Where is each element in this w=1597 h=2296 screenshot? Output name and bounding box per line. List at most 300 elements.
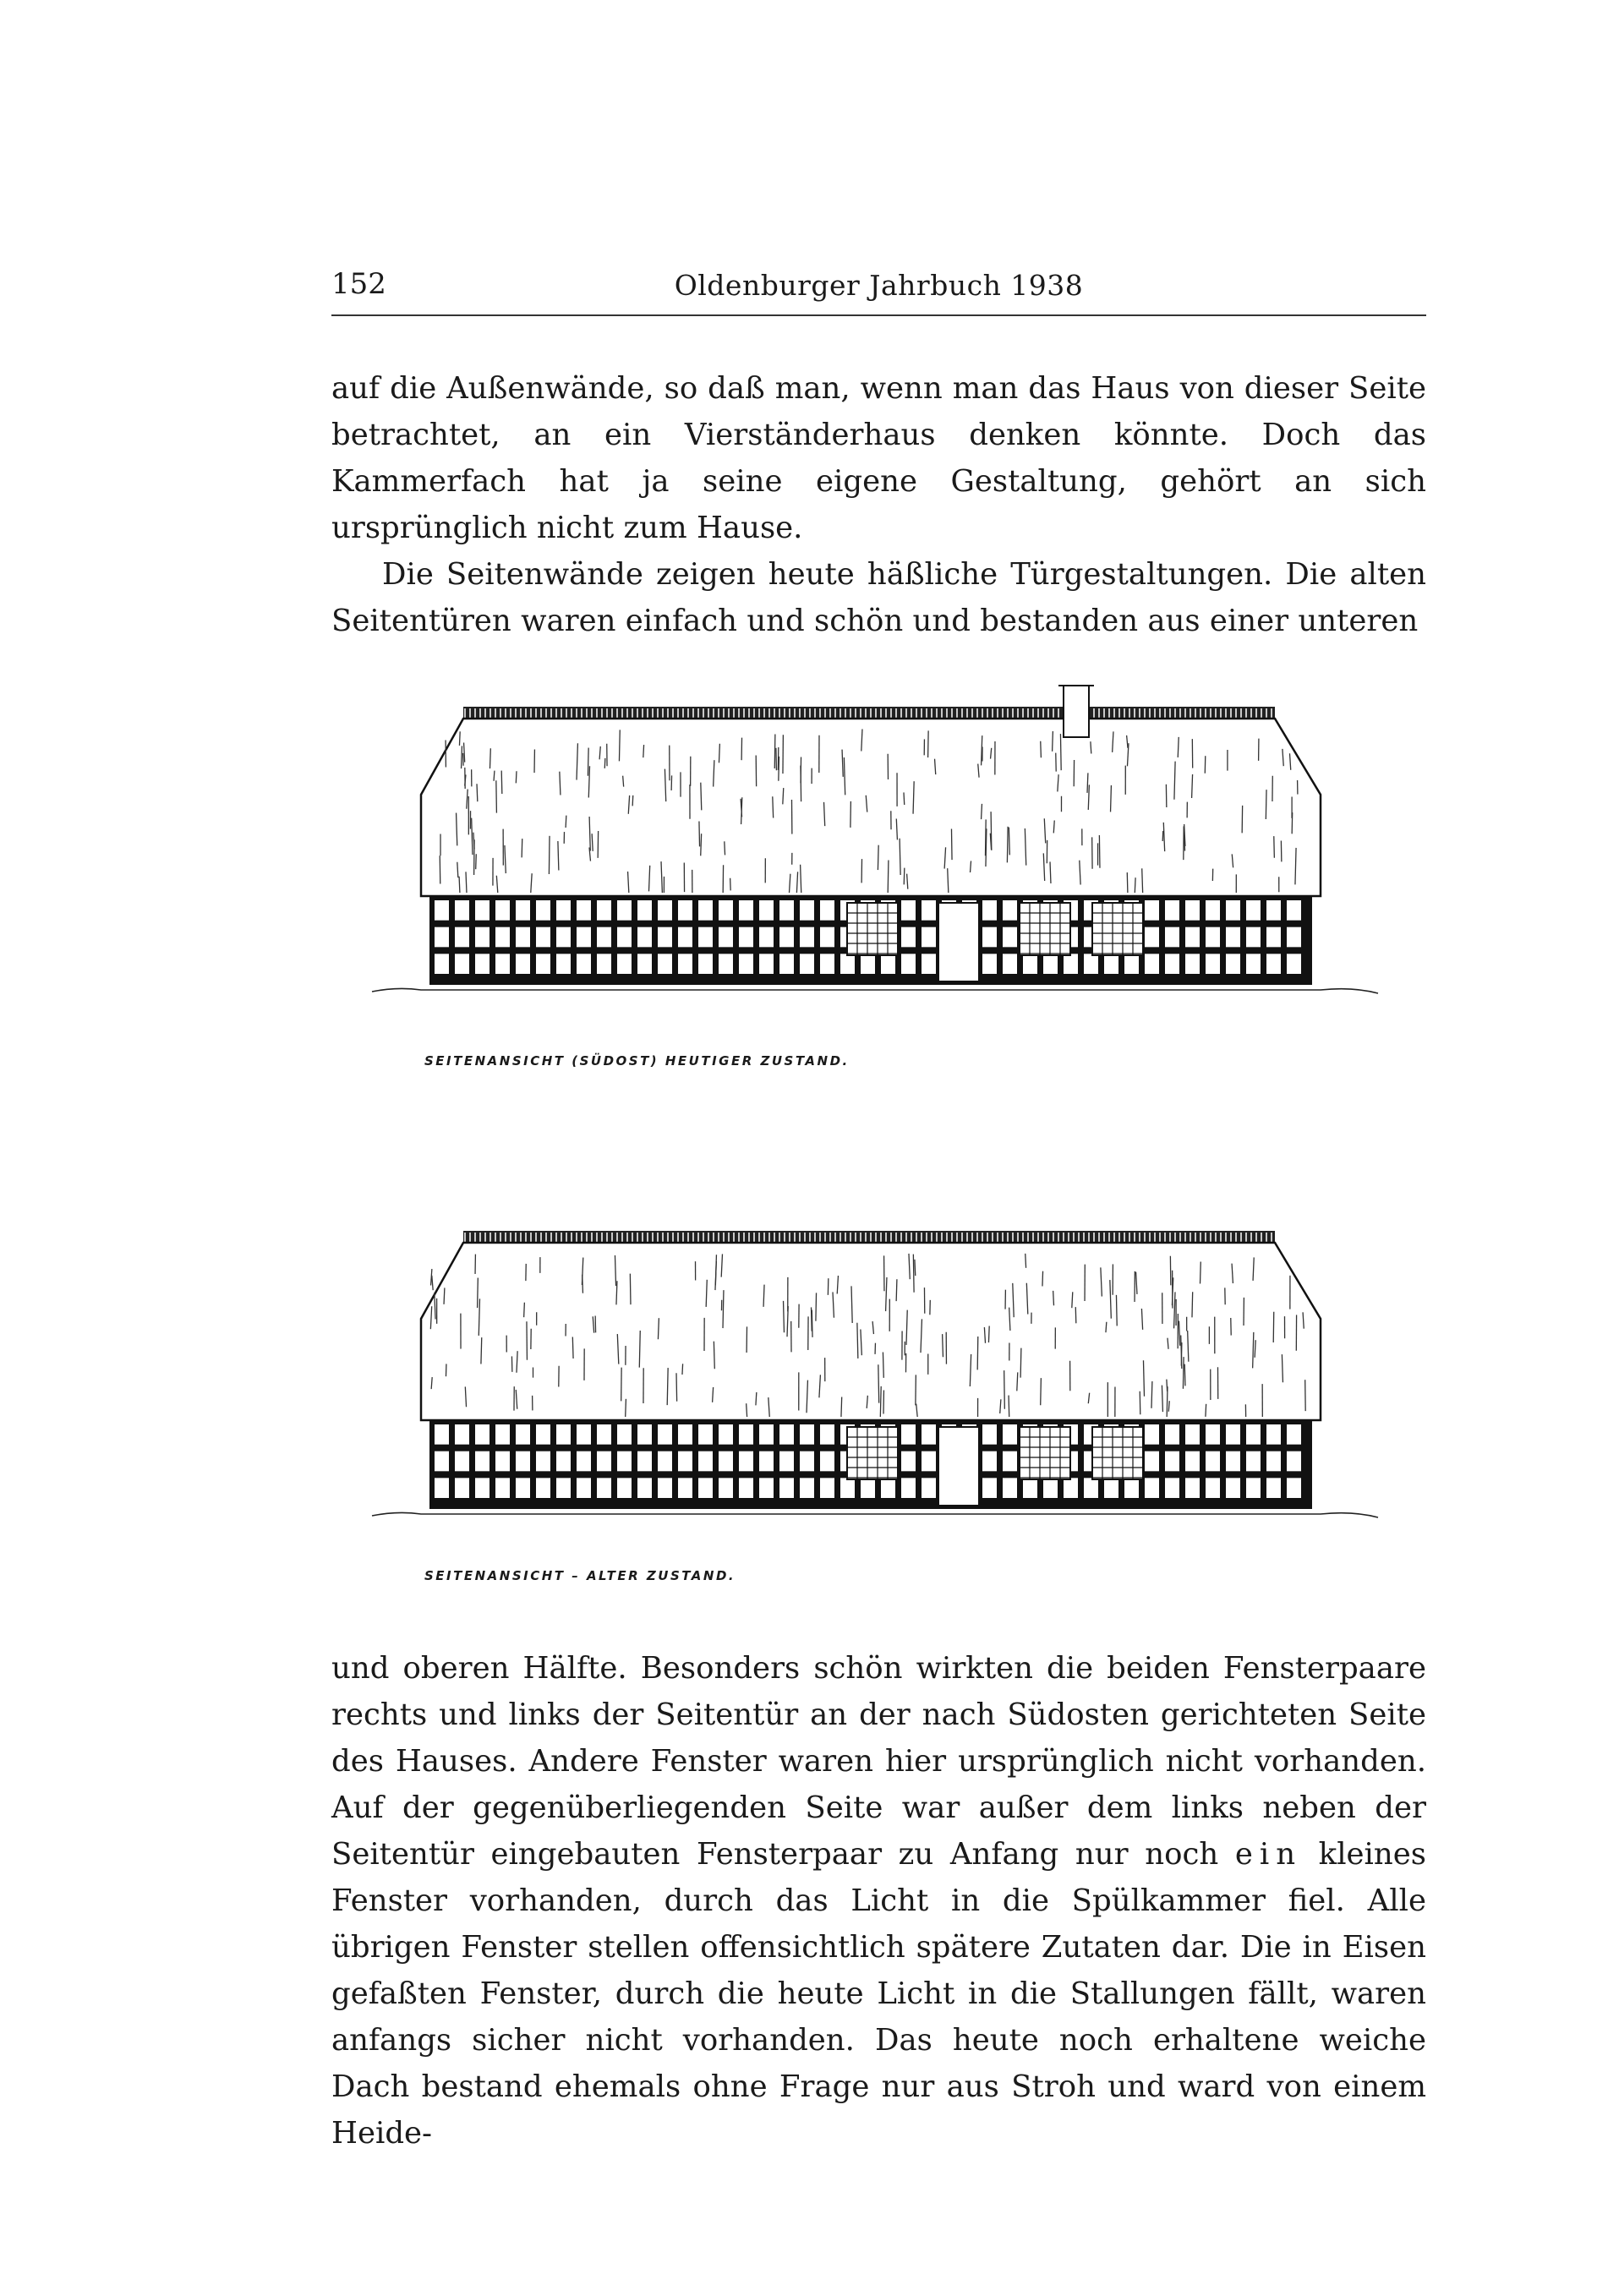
wall-panel — [881, 954, 895, 974]
wall-panel — [435, 954, 449, 974]
wall-panel — [800, 1478, 814, 1498]
thatch-stroke — [1127, 872, 1128, 893]
wall-panel — [1165, 1424, 1179, 1445]
wall-panel — [901, 1478, 916, 1498]
thatch-stroke — [1025, 1254, 1026, 1268]
wall-panel — [800, 1451, 814, 1472]
wall-panel — [617, 954, 632, 974]
wall-panel — [455, 927, 469, 948]
wall-panel — [516, 927, 530, 948]
wall-panel — [1145, 927, 1159, 948]
thatch-stroke — [432, 1276, 433, 1290]
wall-panel — [577, 1424, 591, 1445]
wall-panel — [1023, 1478, 1037, 1498]
wall-panel — [1003, 954, 1017, 974]
wall-panel — [881, 1478, 895, 1498]
thatch-stroke — [524, 1303, 525, 1317]
wall-panel — [1266, 1451, 1281, 1472]
wall-panel — [1104, 954, 1118, 974]
wall-panel — [1165, 1451, 1179, 1472]
wall-panel — [597, 900, 611, 921]
thatch-stroke — [682, 1364, 683, 1375]
thatched-roof — [421, 1243, 1321, 1420]
wall-panel — [1185, 1451, 1200, 1472]
chimney — [1064, 685, 1089, 737]
window — [847, 1427, 898, 1479]
wall-panel — [779, 954, 794, 974]
thatch-stroke — [1181, 1342, 1182, 1366]
wall-panel — [678, 1424, 692, 1445]
wall-panel — [1206, 927, 1220, 948]
thatch-stroke — [880, 1386, 881, 1417]
wall-panel — [1287, 954, 1301, 974]
wall-panel — [800, 927, 814, 948]
wall-panel — [1003, 1478, 1017, 1498]
thatch-stroke — [991, 812, 992, 850]
thatch-stroke — [676, 1373, 677, 1401]
wall-panel — [1287, 927, 1301, 948]
thatch-stroke — [699, 821, 700, 846]
thatch-stroke — [1305, 1380, 1306, 1411]
thatch-stroke — [463, 753, 464, 766]
wall-panel — [577, 900, 591, 921]
wall-panel — [1266, 927, 1281, 948]
side-door — [938, 1427, 979, 1506]
wall-panel — [536, 900, 550, 921]
wall-panel — [597, 1451, 611, 1472]
figure-caption-current: SEITENANSICHT (SÜDOST) HEUTIGER ZUSTAND. — [424, 1053, 850, 1069]
wall-panel — [1003, 927, 1017, 948]
wall-panel — [698, 900, 713, 921]
wall-panel — [1165, 1478, 1179, 1498]
wall-panel — [820, 900, 834, 921]
wall-panel — [719, 900, 733, 921]
chimney-cap — [1058, 685, 1094, 686]
wall-panel — [982, 1451, 997, 1472]
wall-panel — [1043, 1478, 1058, 1498]
wall-panel — [1287, 1424, 1301, 1445]
wall-panel — [678, 927, 692, 948]
thatch-stroke — [1151, 1381, 1152, 1408]
wall-panel — [922, 1478, 936, 1498]
page-number: 152 — [331, 267, 386, 301]
wall-panel — [698, 1451, 713, 1472]
wall-panel — [516, 1451, 530, 1472]
thatch-stroke — [913, 1255, 914, 1293]
wall-panel — [698, 927, 713, 948]
wall-panel — [658, 927, 672, 948]
wall-panel — [1145, 1424, 1159, 1445]
wall-panel — [800, 1424, 814, 1445]
paragraph-3-part-b: kleines Fenster vorhanden, durch das Licht in die Spülkammer fiel. Alle übrigen Fenster stellen offensichtlich spätere Zutaten dar. Die in Eisen gefaßten Fenster, durch die heute Licht in die Stallungen fällt, waren anfangs sicher nicht vorhanden. Das heute noch erhaltene weiche Dach bestand ehemals ohne Frage nur aus Stroh und ward von einem Heide- — [331, 1837, 1427, 2151]
wall-panel — [1185, 954, 1200, 974]
wall-panel — [739, 900, 753, 921]
thatch-stroke — [549, 836, 550, 874]
thatch-stroke — [774, 735, 775, 769]
thatched-roof — [421, 719, 1321, 896]
thatch-stroke — [489, 748, 490, 768]
wall-panel — [597, 1424, 611, 1445]
wall-panel — [739, 1478, 753, 1498]
wall-panel — [1206, 1424, 1220, 1445]
wall-panel — [455, 954, 469, 974]
wall-panel — [901, 900, 916, 921]
thatch-stroke — [951, 829, 952, 861]
thatch-stroke — [1192, 1292, 1193, 1317]
wall-panel — [861, 954, 875, 974]
wall-panel — [820, 954, 834, 974]
thatch-stroke — [988, 1326, 989, 1342]
figure-current-state — [321, 685, 1437, 1091]
wall-panel — [678, 1451, 692, 1472]
wall-panel — [435, 1451, 449, 1472]
thatch-stroke — [459, 731, 460, 746]
paragraph-2: Die Seitenwände zeigen heute häßliche Türgestaltungen. Die alten Seitentüren waren einfach und schön und bestanden aus einer unteren — [331, 557, 1426, 638]
paragraph-1: auf die Außenwände, so daß man, wenn man das Haus von dieser Seite betrachtet, an ein Vierständerhaus denken könnte. Doch das Kammerfach hat ja seine eigene Gestaltung, gehört an sich ursprünglich nicht zum Hause. — [331, 371, 1426, 545]
wall-panel — [1246, 1451, 1261, 1472]
wall-panel — [840, 1478, 855, 1498]
wall-panel — [536, 954, 550, 974]
wall-panel — [617, 927, 632, 948]
wall-panel — [577, 954, 591, 974]
wall-panel — [475, 1478, 489, 1498]
wall-panel — [577, 927, 591, 948]
wall-panel — [759, 954, 774, 974]
wall-panel — [698, 1424, 713, 1445]
figure-old-state — [321, 1209, 1437, 1606]
wall-panel — [982, 1478, 997, 1498]
wall-panel — [617, 1478, 632, 1498]
wall-panel — [719, 927, 733, 948]
wall-panel — [678, 954, 692, 974]
thatch-stroke — [1116, 1295, 1117, 1326]
wall-panel — [1206, 954, 1220, 974]
wall-panel — [658, 1424, 672, 1445]
wall-panel — [739, 1424, 753, 1445]
wall-panel — [982, 954, 997, 974]
wall-panel — [435, 900, 449, 921]
wall-panel — [1185, 900, 1200, 921]
wall-panel — [536, 1478, 550, 1498]
thatch-stroke — [630, 1274, 631, 1305]
thatch-stroke — [1099, 835, 1100, 868]
thatch-stroke — [888, 860, 889, 893]
wall-panel — [719, 1451, 733, 1472]
thatch-stroke — [516, 771, 517, 783]
wall-panel — [719, 954, 733, 974]
side-door — [938, 903, 979, 981]
window — [1092, 903, 1143, 955]
wall-panel — [1226, 1424, 1240, 1445]
thatch-stroke — [904, 868, 905, 885]
wall-panel — [556, 1451, 571, 1472]
wall-panel — [1226, 1478, 1240, 1498]
paragraph-3-emphasis: ein — [1234, 1837, 1303, 1872]
wall-panel — [922, 1451, 936, 1472]
wall-panel — [779, 1478, 794, 1498]
wall-panel — [637, 900, 652, 921]
wall-panel — [1266, 954, 1281, 974]
wall-panel — [495, 900, 510, 921]
thatch-stroke — [701, 834, 702, 856]
wall-panel — [536, 1424, 550, 1445]
wall-panel — [678, 900, 692, 921]
wall-panel — [1206, 1451, 1220, 1472]
wall-panel — [1185, 1478, 1200, 1498]
thatch-stroke — [501, 771, 502, 794]
wall-panel — [759, 900, 774, 921]
wall-panel — [820, 1424, 834, 1445]
wall-panel — [637, 1451, 652, 1472]
wall-panel — [475, 954, 489, 974]
wall-panel — [719, 1424, 733, 1445]
wall-panel — [922, 954, 936, 974]
thatch-stroke — [477, 784, 478, 801]
thatch-stroke — [496, 780, 497, 812]
wall-panel — [556, 1478, 571, 1498]
wall-panel — [435, 927, 449, 948]
wall-panel — [495, 1451, 510, 1472]
wall-panel — [1226, 900, 1240, 921]
wall-panel — [1185, 1424, 1200, 1445]
wall-panel — [1145, 1478, 1159, 1498]
ground-line — [372, 988, 1378, 993]
thatch-stroke — [904, 792, 905, 805]
thatch-stroke — [1087, 773, 1088, 792]
thatch-stroke — [1106, 1322, 1107, 1332]
wall-panel — [536, 1451, 550, 1472]
wall-panel — [435, 1478, 449, 1498]
thatch-stroke — [896, 1279, 897, 1301]
wall-panel — [779, 927, 794, 948]
wall-panel — [1185, 927, 1200, 948]
wall-panel — [1165, 954, 1179, 974]
wall-panel — [1287, 1478, 1301, 1498]
wall-panel — [1246, 954, 1261, 974]
wall-panel — [678, 1478, 692, 1498]
wall-panel — [861, 1478, 875, 1498]
wall-panel — [556, 954, 571, 974]
wall-panel — [495, 954, 510, 974]
thatch-stroke — [1004, 1370, 1005, 1409]
wall-panel — [617, 1424, 632, 1445]
wall-panel — [1124, 954, 1139, 974]
thatch-stroke — [1167, 1386, 1168, 1417]
paragraph-3-part-a: und oberen Hälfte. Besonders schön wirkten die beiden Fensterpaare rechts und links der Seitentür an der nach Südosten gerichteten Seite des Hauses. Andere Fenster waren hier ursprünglich nicht vorhanden. Auf der gegenüberliegenden Seite war außer dem links neben der Seitentür eingebauten Fensterpaar zu Anfang nur noch — [331, 1651, 1426, 1872]
wall-panel — [922, 927, 936, 948]
thatch-stroke — [1020, 1348, 1021, 1378]
wall-panel — [1165, 927, 1179, 948]
wall-panel — [1287, 1451, 1301, 1472]
body-text-top — [331, 365, 1426, 644]
thatch-stroke — [459, 877, 460, 893]
wall-panel — [901, 1424, 916, 1445]
wall-panel — [759, 1424, 774, 1445]
wall-panel — [1206, 900, 1220, 921]
thatch-stroke — [878, 1364, 879, 1402]
thatch-stroke — [1200, 1261, 1201, 1283]
thatch-stroke — [1273, 1312, 1274, 1342]
thatch-stroke — [841, 1397, 842, 1417]
wall-panel — [759, 927, 774, 948]
wall-panel — [1266, 900, 1281, 921]
wall-panel — [455, 1478, 469, 1498]
thatch-stroke — [1162, 831, 1163, 841]
wall-panel — [1246, 927, 1261, 948]
thatch-stroke — [1075, 1307, 1076, 1323]
wall-panel — [982, 1424, 997, 1445]
wall-panel — [495, 1424, 510, 1445]
wall-panel — [516, 954, 530, 974]
wall-panel — [475, 1451, 489, 1472]
house-elevation-current — [321, 685, 1437, 1057]
ground-line — [372, 1512, 1378, 1517]
thatch-stroke — [1060, 734, 1061, 770]
wall-panel — [556, 1424, 571, 1445]
wall-panel — [556, 900, 571, 921]
thatch-stroke — [986, 828, 987, 866]
house-elevation-old — [321, 1209, 1437, 1564]
figure-caption-old: SEITENANSICHT – ALTER ZUSTAND. — [424, 1568, 736, 1583]
thatch-stroke — [604, 758, 605, 768]
wall-panel — [475, 927, 489, 948]
wall-panel — [1165, 900, 1179, 921]
thatch-stroke — [481, 1337, 482, 1364]
wall-panel — [759, 1478, 774, 1498]
wall-panel — [475, 1424, 489, 1445]
wall-panel — [536, 927, 550, 948]
wall-panel — [1226, 954, 1240, 974]
wall-panel — [901, 954, 916, 974]
wall-panel — [739, 927, 753, 948]
thatch-stroke — [1053, 1291, 1054, 1305]
wall-panel — [577, 1478, 591, 1498]
thatch-stroke — [773, 796, 774, 817]
wall-panel — [779, 1424, 794, 1445]
wall-panel — [1023, 954, 1037, 974]
wall-panel — [1043, 954, 1058, 974]
thatch-stroke — [1183, 1357, 1184, 1389]
wall-panel — [820, 1478, 834, 1498]
wall-panel — [617, 1451, 632, 1472]
thatch-stroke — [494, 771, 495, 781]
wall-panel — [435, 1424, 449, 1445]
wall-panel — [922, 1424, 936, 1445]
wall-panel — [800, 954, 814, 974]
thatch-stroke — [977, 1337, 978, 1369]
wall-panel — [1226, 927, 1240, 948]
wall-panel — [759, 1451, 774, 1472]
wall-panel — [637, 1424, 652, 1445]
wall-panel — [698, 954, 713, 974]
thatch-stroke — [444, 1287, 445, 1304]
thatch-stroke — [756, 1392, 757, 1405]
wall-panel — [1145, 900, 1159, 921]
wall-panel — [637, 927, 652, 948]
wall-panel — [617, 900, 632, 921]
wall-panel — [1246, 900, 1261, 921]
running-title: Oldenburger Jahrbuch 1938 — [674, 269, 1084, 302]
wall-panel — [516, 900, 530, 921]
wall-panel — [820, 1451, 834, 1472]
wall-panel — [1003, 1451, 1017, 1472]
wall-panel — [658, 1478, 672, 1498]
thatch-stroke — [632, 795, 633, 806]
wall-panel — [1145, 1451, 1159, 1472]
thatch-stroke — [1184, 1364, 1185, 1386]
wall-panel — [1287, 900, 1301, 921]
wall-panel — [658, 954, 672, 974]
wall-panel — [658, 900, 672, 921]
wall-panel — [1124, 1478, 1139, 1498]
wall-panel — [1084, 954, 1098, 974]
wall-panel — [1145, 954, 1159, 974]
wall-panel — [922, 900, 936, 921]
thatch-stroke — [928, 730, 929, 757]
wall-panel — [1003, 900, 1017, 921]
window — [1020, 903, 1070, 955]
wall-panel — [1226, 1451, 1240, 1472]
thatch-stroke — [1041, 1378, 1042, 1405]
wall-panel — [577, 1451, 591, 1472]
wall-panel — [698, 1478, 713, 1498]
wall-panel — [637, 1478, 652, 1498]
wall-panel — [637, 954, 652, 974]
wall-panel — [1246, 1424, 1261, 1445]
window — [1020, 1427, 1070, 1479]
wall-panel — [1206, 1478, 1220, 1498]
wall-panel — [597, 954, 611, 974]
thatch-stroke — [476, 854, 477, 869]
wall-panel — [800, 900, 814, 921]
wall-panel — [982, 927, 997, 948]
wall-panel — [495, 927, 510, 948]
body-text-bottom — [331, 1645, 1426, 2157]
wall-panel — [455, 1424, 469, 1445]
wall-panel — [1266, 1478, 1281, 1498]
thatch-stroke — [1041, 741, 1042, 757]
wall-panel — [455, 900, 469, 921]
paragraph-3 — [331, 1645, 1426, 2157]
wall-panel — [1266, 1424, 1281, 1445]
wall-panel — [779, 1451, 794, 1472]
thatch-stroke — [816, 1293, 817, 1320]
wall-panel — [1104, 1478, 1118, 1498]
thatch-stroke — [730, 878, 731, 891]
wall-panel — [901, 927, 916, 948]
wall-panel — [495, 1478, 510, 1498]
wall-panel — [516, 1478, 530, 1498]
window — [847, 903, 898, 955]
wall-panel — [475, 900, 489, 921]
page-header — [331, 264, 1426, 316]
wall-panel — [840, 954, 855, 974]
wall-panel — [556, 927, 571, 948]
thatch-stroke — [643, 745, 644, 757]
wall-panel — [455, 1451, 469, 1472]
thatch-stroke — [1111, 785, 1112, 812]
wall-panel — [597, 927, 611, 948]
wall-panel — [719, 1478, 733, 1498]
wall-panel — [1003, 1424, 1017, 1445]
wall-panel — [1064, 954, 1078, 974]
wall-panel — [516, 1424, 530, 1445]
wall-panel — [982, 900, 997, 921]
wall-panel — [658, 1451, 672, 1472]
wall-panel — [739, 954, 753, 974]
thatch-stroke — [478, 1278, 479, 1309]
wall-panel — [739, 1451, 753, 1472]
